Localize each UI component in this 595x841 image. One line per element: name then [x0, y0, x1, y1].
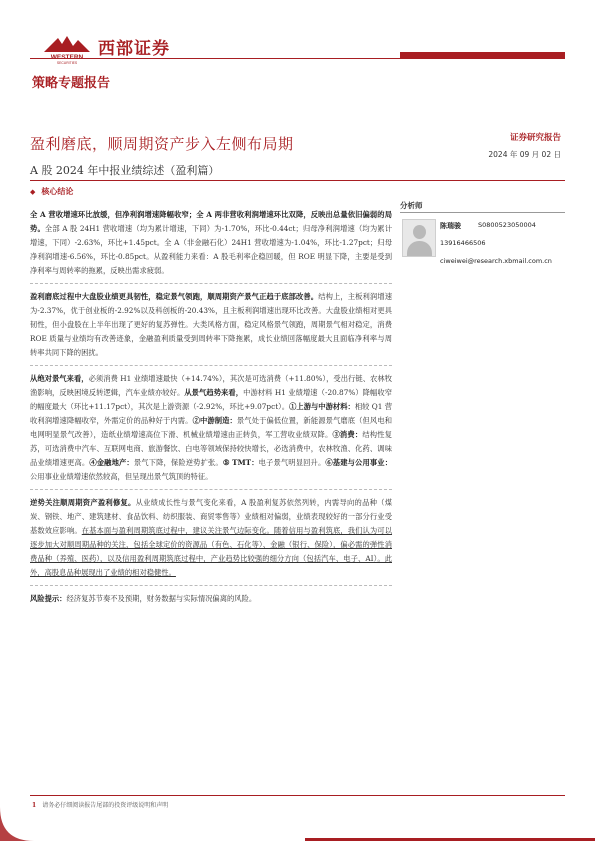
page-title: 盈利磨底，顺周期资产步入左侧布局期: [30, 135, 294, 153]
avatar-head-shape: [413, 225, 426, 239]
paragraph-lead: 从景气趋势来看，: [184, 388, 244, 397]
paragraph-sectors: [30, 372, 392, 484]
sector-tmt-label: ⑤ TMT：: [222, 458, 259, 467]
paragraph-divider: [30, 283, 392, 284]
title-divider: [30, 180, 565, 181]
analyst-email-link[interactable]: ciweiwei@research.xbmail.com.cn: [440, 257, 552, 265]
paragraph-text: 经济复苏节奏不及预期，财务数据与实际情况偏离的风险。: [66, 594, 257, 603]
report-type: 策略专题报告: [32, 76, 111, 91]
paragraph-overall: [30, 208, 392, 278]
paragraph-lead: 盈利磨底过程中大盘股业绩更具韧性，稳定景气领跑，顺周期资产景气正趋于底部改善。: [30, 292, 319, 301]
paragraph-text: 电子景气明显回升。: [258, 458, 326, 467]
report-date: 2024 年 09 月 02 日: [488, 150, 561, 159]
paragraph-lead: 从绝对景气来看，: [30, 374, 89, 383]
paragraph-risk: [30, 592, 392, 606]
footer: [32, 800, 168, 809]
analyst-name: 陈瑞骏: [440, 221, 461, 230]
analyst-cert-number: S0800523050004: [478, 221, 536, 229]
paragraph-lead: 全 A 营收增速环比放缓，但净利润增速降幅收窄；全 A 两非营收利润增速环比双降，反映出总量依旧偏弱的局势。: [30, 210, 392, 233]
sector-consumer-label: ③消费：: [332, 430, 363, 439]
sector-upstream-label: ①上游与中游材料：: [289, 402, 355, 411]
paragraph-structure: [30, 290, 392, 360]
page-number: 1: [32, 802, 37, 809]
paragraph-text: 景气处于偏低位置，新能源景气磨底（但风电和电网明显景气改善），造纸业绩增速高位下滑、机械业绩增速由正转负，军工营收业绩双降。: [30, 416, 393, 439]
research-type-label: 证券研究报告: [509, 133, 561, 143]
paragraph-text: 中游材料 H1 业绩增速（-20.87%）降幅收窄的幅度最大（环比+11.17pct），其次是上游资源（-2.92%，环比+9.07pct）。: [30, 388, 393, 411]
sector-infra-label: ⑥基建与公用事业：: [325, 458, 393, 467]
avatar-shoulders-shape: [407, 241, 432, 256]
paragraph-text: 公用事业业绩增速依然较高，但呈现出景气筑顶的特征。: [30, 472, 213, 481]
analyst-divider: [400, 212, 565, 213]
company-logo: [38, 34, 96, 64]
paragraph-text: 全部 A 股 24H1 营收增速（均为累计增速，下同）为-1.70%，环比-0.44ct；归母净利润增速（均为累计增速，下同）-2.63%，环比+1.45pct。全 A（非金融石化）24H1 营收增速为-1.04%，环比-1.27pct；归母净利润增速-6.56%，环比-0.85pct。从盈利能力来看：A 股毛利率企稳回暖，但 ROE 明显下降，主要是受到净利率与周转率的拖累，反映出需求疲弱。: [30, 224, 393, 275]
footer-notice: 请务必仔细阅读报告尾部的投资评级说明和声明: [42, 802, 169, 809]
diamond-bullet-icon: ◆: [30, 187, 36, 196]
analyst-phone: 13916466506: [440, 239, 486, 247]
logo-text: WESTERN: [50, 54, 84, 61]
brand-name: 西部证券: [98, 39, 170, 59]
paragraph-recommendation: [30, 496, 392, 580]
footer-divider: [30, 795, 565, 796]
section-label: 核心结论: [41, 186, 74, 196]
paragraph-text: 结构上，主板利润增速为-2.37%，优于创业板的-2.92%以及科创板的-20.43%，且主板利润增速出现环比改善。大盘股业绩相对更具韧性，但小盘股在上半年出现了更好的复苏弹性。大类风格方面，稳定风格景气领跑，周期景气相对稳定，消费 ROE 质量与业绩均有改善迹象，金融盈利质量受到周转率下降拖累，成长业绩回落幅度最大且面临净利率与周转率共同下降的困扰。: [30, 292, 393, 357]
risk-label: 风险提示：: [30, 594, 67, 603]
paragraph-divider: [30, 585, 392, 586]
header-divider: [30, 58, 565, 59]
paragraph-divider: [30, 489, 392, 490]
paragraph-divider: [30, 365, 392, 366]
page-subtitle: A 股 2024 年中报业绩综述（盈利篇）: [30, 164, 220, 177]
logo-subtext: SECURITIES: [56, 61, 78, 64]
analyst-avatar: [402, 219, 436, 257]
section-heading: [30, 186, 73, 197]
sector-midstream-label: ②中游制造：: [192, 416, 237, 425]
corner-decoration-icon: [0, 807, 34, 841]
paragraph-lead: 逆势关注顺周期资产盈利修复。: [30, 498, 136, 507]
paragraph-text: 必须消费 H1 业绩增速最快（+14.74%），其次是可选消费（+11.80%），受出行链、农林牧渔影响，反映困境反转逻辑，汽车业绩亦较好。: [30, 374, 393, 397]
paragraph-text: 相较 Q1 营收利润增速降幅收窄，外需定价的品种好于内需。: [30, 402, 393, 425]
paragraph-text: 结构性复苏，可选消费中汽车、互联网电商、旅游餐饮、白电等领域保持较快增长，必选消费中，农林牧渔、化药、调味品业绩增速更高。: [30, 430, 393, 467]
paragraph-underlined-text: 在基本面与盈利周期筑底过程中，建议关注景气边际变化。随着信用与盈利筑底，我们认为可以逐步加大对顺周期品种的关注，包括全球定价的资源品（有色、石化等）、金融（银行、保险），偏必需的弹性消费品种（养殖、医药），以及信用盈利周期筑底过程中，产业趋势比较强的细分方向（包括汽车、电子、AI）。此外，高股息品种展现出了业绩的相对稳健性。: [30, 526, 393, 577]
report-body: [30, 208, 392, 611]
sector-finance-label: ④金融地产：: [89, 458, 134, 467]
paragraph-text: 景气下降，保险逆势扩张。: [133, 458, 223, 467]
paragraph-text: 从业绩成长性与景气变化来看，A 股盈利复苏依然列转，内需导向的品种（煤炭、钢铁、地产、建筑建材、食品饮料、纺织服装、商贸零售等）业绩相对偏弱，业绩表现较好的一部分行业受基数效应影响。: [30, 498, 393, 535]
analyst-heading: 分析师: [400, 201, 423, 210]
